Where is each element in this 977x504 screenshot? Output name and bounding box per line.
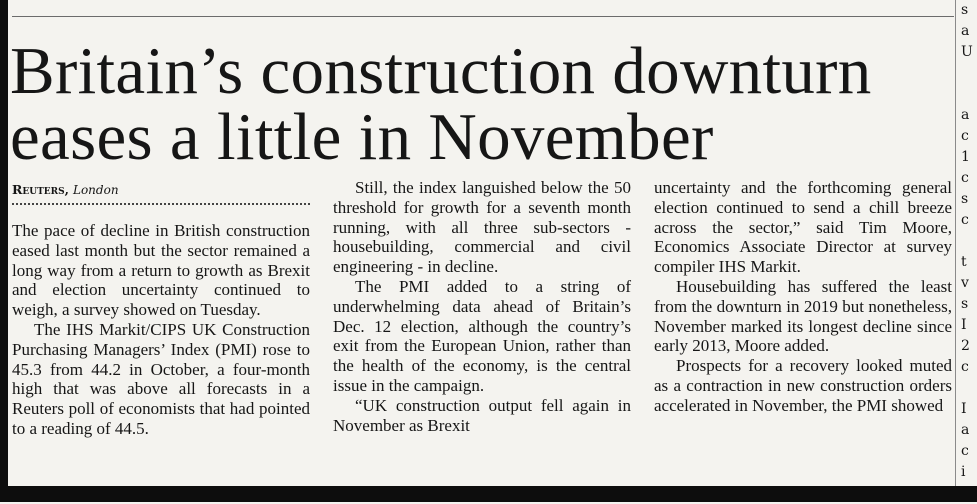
adjacent-column-glyph: s — [961, 296, 969, 312]
adjacent-column-glyph: I — [961, 401, 967, 417]
adjacent-column-glyph: c — [961, 212, 969, 228]
article-column-1 — [12, 221, 310, 439]
byline-city: London — [72, 183, 119, 197]
adjacent-column-glyph: a — [961, 23, 970, 39]
paragraph: The PMI added to a string of underwhelming data ahead of Britain’s Dec. 12 election, although the country’s exit from the European Union, rather than the health of the economy, is the central issue in the campaign. — [333, 276, 631, 395]
paragraph: uncertainty and the forthcoming general election continued to send a chill breeze across the sector,” said Tim Moore, Economics Associate Director at survey compiler IHS Markit. — [654, 178, 952, 277]
top-rule — [12, 16, 954, 17]
adjacent-column-glyph: i — [961, 464, 966, 480]
adjacent-column-glyph — [961, 84, 977, 105]
paragraph: Still, the index languished below the 50 threshold for growth for a seventh month running, with all three sub-sectors - housebuilding, commercial and civil engineering - in decline. — [333, 178, 631, 277]
adjacent-column-glyph: 1 — [961, 149, 970, 165]
adjacent-column-glyph: I — [961, 317, 967, 333]
paragraph: Housebuilding has suffered the least from the downturn in 2019 but nonetheless, November marked its longest decline since early 2013, Moore added. — [654, 276, 952, 356]
adjacent-column-glyph — [961, 231, 977, 252]
paragraph: Prospects for a recovery looked muted as a contraction in new construction orders accelerated in November, the PMI showed — [654, 356, 952, 415]
adjacent-column-glyph: U — [961, 44, 973, 60]
paragraph: The IHS Markit/CIPS UK Construction Purchasing Managers’ Index (PMI) rose to 45.3 from 44.2 in October, a four-month high that was above all forecasts in a Reuters poll of economists that had pointed to a reading of 44.5. — [12, 319, 310, 438]
adjacent-column-glyph — [961, 378, 977, 399]
adjacent-column-glyph: v — [961, 275, 969, 291]
adjacent-column-glyph: c — [961, 128, 969, 144]
adjacent-column-glyph: c — [961, 443, 969, 459]
byline-dotted-rule — [12, 203, 310, 205]
paragraph: “UK construction output fell again in November as Brexit — [333, 395, 631, 435]
article-column-2 — [333, 178, 631, 435]
adjacent-column-glyph: s — [961, 191, 969, 207]
adjacent-column-glyph: t — [961, 254, 967, 270]
article-headline: Britain’s construction downturn eases a little in November — [10, 34, 872, 174]
adjacent-column-glyph: c — [961, 170, 969, 186]
paragraph: The pace of decline in British construction eased last month but the sector remained a long way from a return to growth as Brexit and election uncertainty continued to weigh, a survey showed on Tuesday. — [12, 221, 310, 320]
byline — [12, 182, 119, 197]
adjacent-column-glyph: a — [961, 422, 970, 438]
adjacent-column-glyph: a — [961, 107, 970, 123]
article-column-3 — [654, 178, 952, 416]
adjacent-column-glyph: s — [961, 2, 969, 18]
adjacent-column-glyph: 2 — [961, 338, 970, 354]
byline-agency: Reuters, — [12, 182, 69, 197]
scan-bottom-edge — [0, 486, 977, 502]
column-rule — [955, 0, 956, 486]
adjacent-column-glyph: c — [961, 359, 969, 375]
scan-left-edge — [0, 0, 8, 502]
adjacent-column-fragment — [961, 0, 977, 486]
adjacent-column-glyph — [961, 63, 977, 84]
